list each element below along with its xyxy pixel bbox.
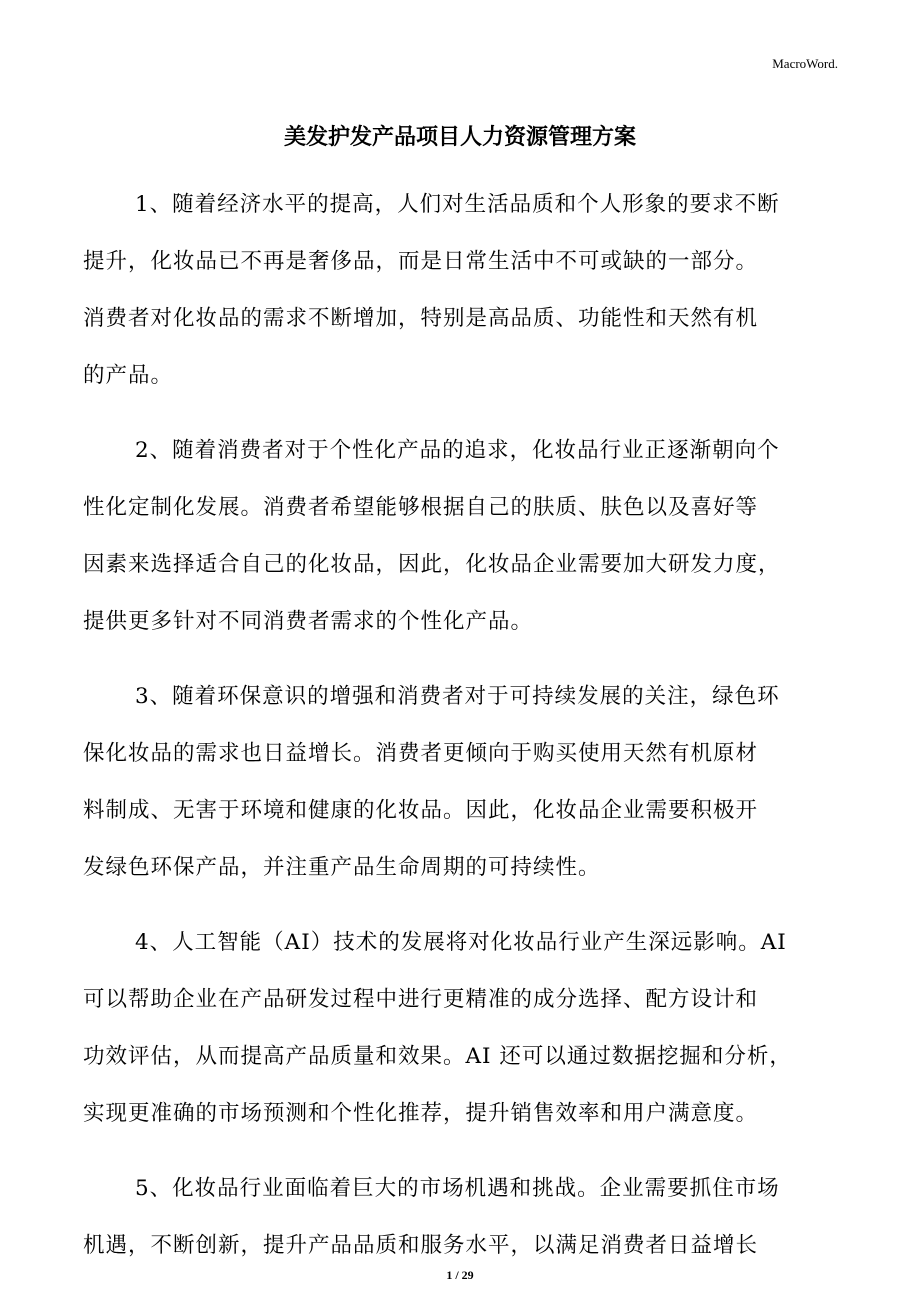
paragraph-line: 提升，化妆品已不再是奢侈品，而是日常生活中不可或缺的一部分。 bbox=[83, 249, 759, 274]
paragraph-line: 4、人工智能（AI）技术的发展将对化妆品行业产生深远影响。AI bbox=[135, 930, 787, 955]
paragraph-line: 消费者对化妆品的需求不断增加，特别是高品质、功能性和天然有机 bbox=[83, 306, 759, 331]
document-body bbox=[83, 176, 843, 1292]
paragraph-line: 实现更准确的市场预测和个性化推荐，提升销售效率和用户满意度。 bbox=[83, 1101, 759, 1126]
page-number: 1 / 29 bbox=[446, 1268, 474, 1282]
paragraph-1 bbox=[83, 176, 843, 404]
paragraph-line: 功效评估，从而提高产品质量和效果。AI 还可以通过数据挖掘和分析， bbox=[83, 1044, 792, 1069]
paragraph-line: 因素来选择适合自己的化妆品，因此，化妆品企业需要加大研发力度， bbox=[83, 552, 781, 577]
header-brand: MacroWord. bbox=[772, 56, 838, 71]
paragraph-line: 可以帮助企业在产品研发过程中进行更精准的成分选择、配方设计和 bbox=[83, 987, 759, 1012]
paragraph-line: 2、随着消费者对于个性化产品的追求，化妆品行业正逐渐朝向个 bbox=[135, 438, 780, 463]
paragraph-line: 提供更多针对不同消费者需求的个性化产品。 bbox=[83, 609, 534, 634]
paragraph-line: 1、随着经济水平的提高，人们对生活品质和个人形象的要求不断 bbox=[135, 192, 780, 217]
paragraph-line: 保化妆品的需求也日益增长。消费者更倾向于购买使用天然有机原材 bbox=[83, 741, 759, 766]
paragraph-line: 料制成、无害于环境和健康的化妆品。因此，化妆品企业需要积极开 bbox=[83, 798, 759, 823]
paragraph-2 bbox=[83, 422, 843, 650]
paragraph-4 bbox=[83, 914, 843, 1142]
document-title: 美发护发产品项目人力资源管理方案 bbox=[283, 125, 636, 150]
paragraph-line: 机遇，不断创新，提升产品品质和服务水平，以满足消费者日益增长 bbox=[83, 1233, 759, 1258]
paragraph-3 bbox=[83, 668, 843, 896]
paragraph-5 bbox=[83, 1160, 843, 1274]
paragraph-line: 发绿色环保产品，并注重产品生命周期的可持续性。 bbox=[83, 855, 601, 880]
paragraph-line: 3、随着环保意识的增强和消费者对于可持续发展的关注，绿色环 bbox=[135, 684, 780, 709]
paragraph-line: 性化定制化发展。消费者希望能够根据自己的肤质、肤色以及喜好等 bbox=[83, 495, 759, 520]
paragraph-line: 的产品。 bbox=[83, 363, 174, 388]
paragraph-line: 5、化妆品行业面临着巨大的市场机遇和挑战。企业需要抓住市场 bbox=[135, 1176, 780, 1201]
